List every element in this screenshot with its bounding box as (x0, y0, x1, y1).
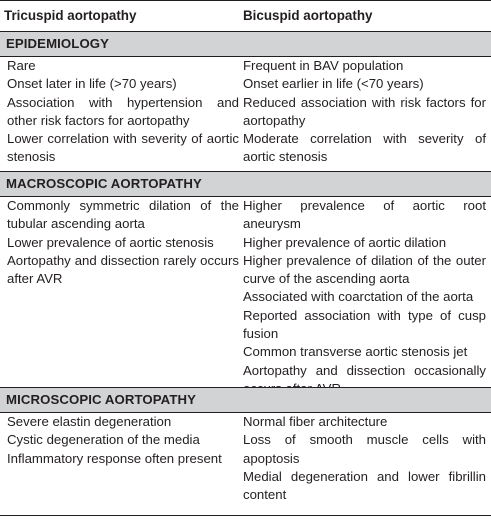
epidemiology-tricuspid-cell (7, 57, 239, 167)
list-item: Aortopathy and dissection rarely occurs after AVR (7, 252, 239, 287)
list-item: Moderate correlation with severity of aortic stenosis (243, 131, 486, 165)
list-item: Reduced association with risk factors for aortopathy (243, 94, 486, 128)
epidemiology-bicuspid-cell (243, 57, 486, 167)
list-item: Frequent in BAV population (243, 58, 404, 73)
list-item: Higher prevalence of aortic dilation (243, 234, 447, 250)
section-band-epidemiology (0, 32, 491, 56)
section-band-macroscopic (0, 172, 491, 196)
table-top-rule (0, 0, 491, 1)
column-header-bicuspid: Bicuspid aortopathy (243, 8, 373, 23)
section-band-microscopic (0, 388, 491, 412)
list-item: Lower prevalence of aortic stenosis (7, 234, 214, 250)
macroscopic-tricuspid-cell (7, 197, 239, 288)
list-item: Higher prevalence of aortic root aneurysm (243, 198, 486, 232)
list-item: Onset later in life (>70 years) (7, 76, 177, 92)
list-item: Common transverse aortic stenosis jet (243, 344, 468, 360)
list-item: Association with hypertension and other risk factors for aortopathy (7, 94, 239, 128)
list-item: Higher prevalence of dilation of the outer curve of the ascending aorta (243, 252, 486, 287)
list-item: Rare (7, 58, 36, 73)
list-item: Aortopathy and dissection occasionally (243, 362, 486, 378)
microscopic-bicuspid-cell (243, 413, 486, 504)
section-title: EPIDEMIOLOGY (6, 36, 110, 51)
column-header-tricuspid: Tricuspid aortopathy (4, 8, 137, 23)
section-title: MACROSCOPIC AORTOPATHY (6, 176, 202, 191)
list-item: Onset earlier in life (<70 years) (243, 76, 424, 92)
list-item: Associated with coarctation of the aorta (243, 289, 474, 305)
list-item: Medial degeneration and lower fibrillin content (243, 468, 486, 503)
list-item: Reported association with type of cusp fusion (243, 307, 486, 342)
list-item: Lower correlation with severity of aortic stenosis (7, 131, 239, 165)
list-item: Commonly symmetric dilation of the tubular ascending aorta (7, 198, 239, 232)
list-item: Loss of smooth muscle cells with apoptosis (243, 432, 486, 466)
list-item: Cystic degeneration of the media (7, 432, 200, 448)
list-item: Normal fiber architecture (243, 414, 388, 429)
table-bottom-rule (0, 515, 491, 516)
microscopic-tricuspid-cell (7, 413, 239, 468)
section-title: MICROSCOPIC AORTOPATHY (6, 392, 197, 407)
macroscopic-bicuspid-cell (243, 197, 486, 398)
list-item: Severe elastin degeneration (7, 414, 172, 429)
list-item: Inflammatory response often present (7, 450, 222, 466)
